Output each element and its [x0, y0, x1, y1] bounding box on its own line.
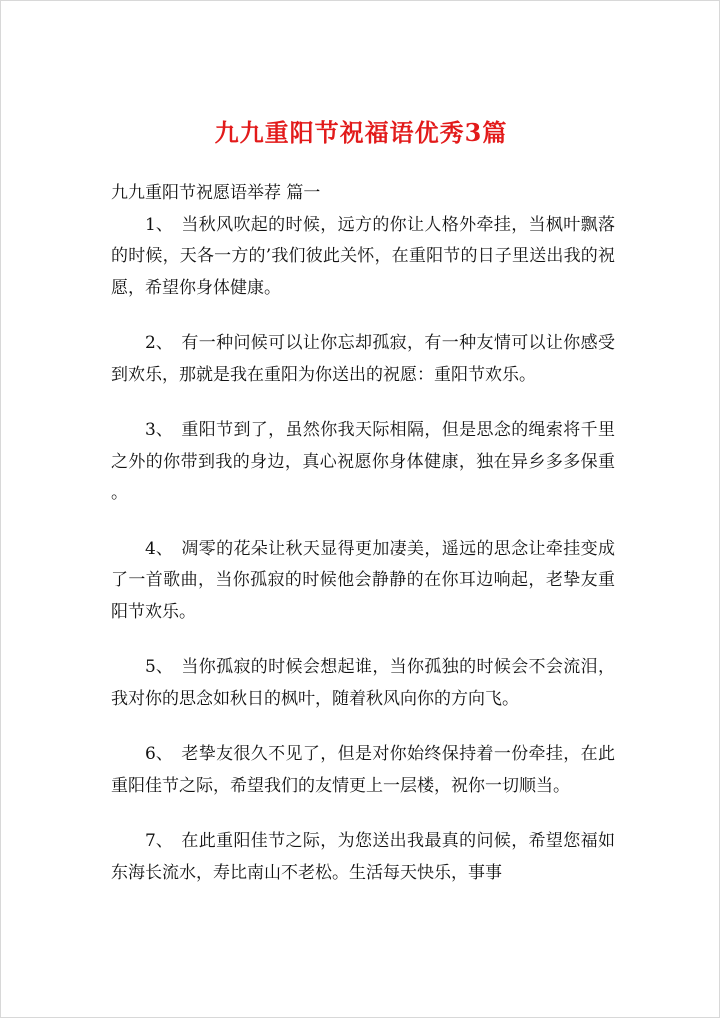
paragraph-number: 2、 [145, 333, 173, 353]
document-title: 九九重阳节祝福语优秀3篇 [214, 118, 508, 147]
paragraph-text: 凋零的花朵让秋天显得更加凄美，遥远的思念让牵挂变成了一首歌曲，当你孤寂的时候他会静静的在你耳边响起，老挚友重阳节欢乐。 [111, 538, 615, 622]
paragraph-2 [111, 328, 615, 391]
paragraph-3 [111, 415, 615, 510]
paragraph-number: 4、 [145, 538, 173, 559]
paragraph-text: 有一种问候可以让你忘却孤寂，有一种友情可以让你感受到欢乐，那就是我在重阳为你送出的祝愿：重阳节欢乐。 [111, 333, 615, 385]
section-heading: 九九重阳节祝愿语举荐 篇一 [111, 183, 321, 203]
paragraph-text: 当秋风吹起的时候，远方的你让人格外牵挂，当枫叶飘落的时候，天各一方的’我们彼此关怀，在重阳节的日子里送出我的祝愿，希望你身体健康。 [111, 214, 615, 298]
document-body [111, 178, 615, 913]
paragraph-1 [111, 210, 615, 305]
paragraph-5 [111, 652, 615, 715]
paragraph-6 [111, 739, 615, 802]
paragraph-number: 6、 [145, 744, 173, 764]
paragraph-4 [111, 534, 615, 629]
paragraph-number: 3、 [145, 420, 173, 440]
paragraph-7 [111, 826, 615, 889]
paragraph-number: 1、 [145, 214, 173, 235]
paragraph-number: 5、 [145, 657, 173, 677]
paragraph-text: 重阳节到了，虽然你我天际相隔，但是思念的绳索将千里之外的你带到我的身边，真心祝愿你身体健康，独在异乡多多保重。 [111, 420, 615, 503]
paragraph-text: 老挚友很久不见了，但是对你始终保持着一份牵挂，在此重阳佳节之际，希望我们的友情更上一层楼，祝你一切顺当。 [111, 744, 615, 796]
paragraph-text: 当你孤寂的时候会想起谁，当你孤独的时候会不会流泪，我对你的思念如秋日的枫叶，随着秋风向你的方向飞。 [111, 657, 615, 709]
paragraph-text: 在此重阳佳节之际，为您送出我最真的问候，希望您福如东海长流水，寿比南山不老松。生活每天快乐，事事 [111, 831, 615, 883]
paragraph-number: 7、 [145, 831, 173, 851]
